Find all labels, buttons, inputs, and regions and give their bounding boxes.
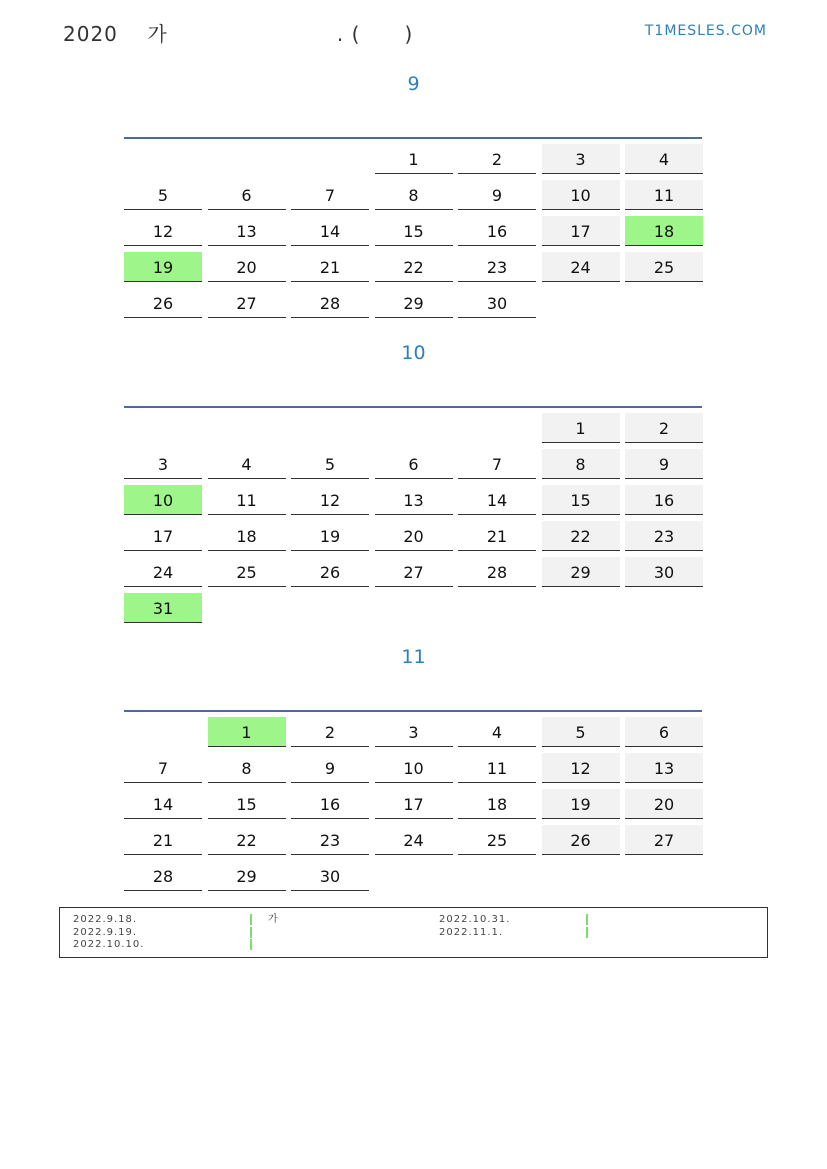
day-cell: 24	[375, 825, 453, 855]
day-cell: 6	[625, 717, 703, 747]
day-cell: 28	[124, 861, 202, 891]
day-cell: 22	[542, 521, 620, 551]
day-cell: 26	[542, 825, 620, 855]
legend-item: 2022.10.31.	[439, 914, 511, 925]
day-cell: 15	[208, 789, 286, 819]
day-cell: 10	[375, 753, 453, 783]
day-cell: 7	[124, 753, 202, 783]
day-cell: 6	[208, 180, 286, 210]
day-cell: 17	[375, 789, 453, 819]
day-cell: 27	[625, 825, 703, 855]
day-cell: 7	[458, 449, 536, 479]
day-cell: 26	[124, 288, 202, 318]
legend-item: 2022.11.1.	[439, 926, 504, 938]
day-cell: 1	[375, 144, 453, 174]
day-cell: 20	[208, 252, 286, 282]
day-cell: 19	[291, 521, 369, 551]
day-cell: 9	[291, 753, 369, 783]
legend-column-middle	[268, 914, 279, 927]
day-cell: 16	[291, 789, 369, 819]
day-cell: 5	[124, 180, 202, 210]
site-link[interactable]: T1MESLES.COM	[644, 23, 767, 39]
day-cell: 16	[458, 216, 536, 246]
month-title: 11	[401, 646, 426, 668]
legend-item: 2022.10.10.	[73, 939, 145, 950]
day-cell: 12	[542, 753, 620, 783]
day-cell: 14	[291, 216, 369, 246]
day-cell: 26	[291, 557, 369, 587]
day-cell: 28	[291, 288, 369, 318]
page-title: 2020 가 . ( )	[63, 22, 414, 46]
day-cell: 18	[458, 789, 536, 819]
day-cell: 21	[458, 521, 536, 551]
day-cell: 12	[291, 485, 369, 515]
day-cell: 23	[625, 521, 703, 551]
day-cell: 11	[458, 753, 536, 783]
legend-item: 가	[268, 914, 279, 925]
day-cell: 30	[625, 557, 703, 587]
day-cell: 17	[542, 216, 620, 246]
day-cell: 5	[291, 449, 369, 479]
day-cell: 2	[458, 144, 536, 174]
month-title: 9	[407, 73, 420, 95]
day-cell: 18	[625, 216, 703, 246]
day-cell: 30	[291, 861, 369, 891]
day-cell: 3	[124, 449, 202, 479]
day-cell: 1	[208, 717, 286, 747]
calendar-rule	[124, 710, 702, 712]
day-cell: 25	[208, 557, 286, 587]
day-cell: 8	[375, 180, 453, 210]
day-cell: 15	[375, 216, 453, 246]
day-cell: 24	[542, 252, 620, 282]
day-cell: 8	[542, 449, 620, 479]
day-cell: 9	[625, 449, 703, 479]
day-cell: 23	[291, 825, 369, 855]
month-title: 10	[401, 342, 426, 364]
day-cell: 24	[124, 557, 202, 587]
calendar-rule	[124, 406, 702, 408]
day-cell: 2	[625, 413, 703, 443]
legend-column-left	[73, 914, 144, 952]
day-cell: 6	[375, 449, 453, 479]
legend-marker	[586, 914, 588, 925]
calendar-rule	[124, 137, 702, 139]
day-cell: 8	[208, 753, 286, 783]
holiday-legend	[59, 907, 768, 958]
day-cell: 29	[375, 288, 453, 318]
day-cell: 4	[208, 449, 286, 479]
day-cell: 14	[458, 485, 536, 515]
day-cell: 22	[375, 252, 453, 282]
day-cell: 28	[458, 557, 536, 587]
day-cell: 9	[458, 180, 536, 210]
legend-item: 2022.9.19.	[73, 926, 138, 938]
day-cell: 31	[124, 593, 202, 623]
day-cell: 27	[208, 288, 286, 318]
day-cell: 5	[542, 717, 620, 747]
legend-marker	[250, 914, 252, 925]
legend-marker	[586, 927, 588, 938]
day-cell: 13	[208, 216, 286, 246]
day-cell: 10	[542, 180, 620, 210]
day-cell: 4	[625, 144, 703, 174]
legend-column-right	[439, 914, 510, 939]
day-cell: 22	[208, 825, 286, 855]
day-cell: 13	[375, 485, 453, 515]
day-cell: 30	[458, 288, 536, 318]
day-cell: 19	[124, 252, 202, 282]
day-cell: 25	[625, 252, 703, 282]
day-cell: 11	[625, 180, 703, 210]
day-cell: 17	[124, 521, 202, 551]
day-cell: 25	[458, 825, 536, 855]
day-cell: 3	[375, 717, 453, 747]
legend-marker	[250, 927, 252, 938]
day-cell: 29	[542, 557, 620, 587]
day-cell: 1	[542, 413, 620, 443]
day-cell: 20	[625, 789, 703, 819]
legend-item: 2022.9.18.	[73, 914, 138, 925]
day-cell: 20	[375, 521, 453, 551]
day-cell: 7	[291, 180, 369, 210]
day-cell: 29	[208, 861, 286, 891]
day-cell: 16	[625, 485, 703, 515]
day-cell: 18	[208, 521, 286, 551]
day-cell: 21	[124, 825, 202, 855]
legend-marker	[250, 939, 252, 950]
day-cell: 10	[124, 485, 202, 515]
day-cell: 12	[124, 216, 202, 246]
day-cell: 11	[208, 485, 286, 515]
day-cell: 21	[291, 252, 369, 282]
day-cell: 15	[542, 485, 620, 515]
day-cell: 19	[542, 789, 620, 819]
day-cell: 23	[458, 252, 536, 282]
day-cell: 4	[458, 717, 536, 747]
day-cell: 14	[124, 789, 202, 819]
day-cell: 27	[375, 557, 453, 587]
day-cell: 2	[291, 717, 369, 747]
day-cell: 13	[625, 753, 703, 783]
day-cell: 3	[542, 144, 620, 174]
